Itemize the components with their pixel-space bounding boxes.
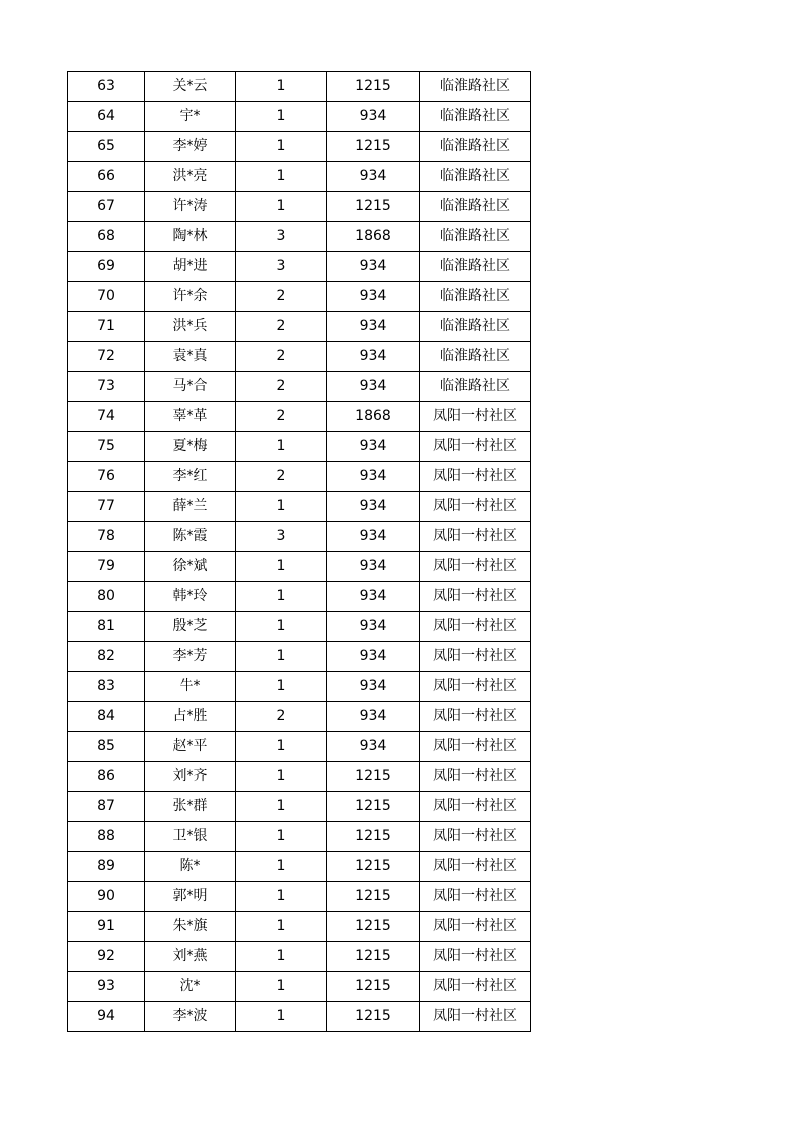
amount-cell: 1215 [327,192,420,222]
community-cell: 临淮路社区 [420,342,531,372]
table-row [68,552,531,582]
name-cell: 许*余 [145,282,236,312]
name-cell: 韩*玲 [145,582,236,612]
row-number-cell: 71 [68,312,145,342]
household-count-cell: 1 [236,432,327,462]
household-count-cell: 1 [236,642,327,672]
household-count-cell: 3 [236,252,327,282]
household-count-cell: 1 [236,882,327,912]
community-cell: 凤阳一村社区 [420,612,531,642]
table-row [68,942,531,972]
row-number-cell: 72 [68,342,145,372]
community-cell: 凤阳一村社区 [420,942,531,972]
amount-cell: 934 [327,702,420,732]
household-count-cell: 1 [236,942,327,972]
household-count-cell: 1 [236,582,327,612]
row-number-cell: 66 [68,162,145,192]
household-count-cell: 1 [236,1002,327,1032]
name-cell: 夏*梅 [145,432,236,462]
name-cell: 郭*明 [145,882,236,912]
name-cell: 陶*林 [145,222,236,252]
community-cell: 临淮路社区 [420,162,531,192]
household-count-cell: 1 [236,972,327,1002]
table-row [68,792,531,822]
table-row [68,102,531,132]
household-count-cell: 1 [236,732,327,762]
household-count-cell: 1 [236,192,327,222]
community-cell: 临淮路社区 [420,72,531,102]
household-count-cell: 1 [236,822,327,852]
name-cell: 张*群 [145,792,236,822]
household-count-cell: 1 [236,912,327,942]
name-cell: 宇* [145,102,236,132]
community-cell: 凤阳一村社区 [420,462,531,492]
household-count-cell: 1 [236,552,327,582]
amount-cell: 934 [327,372,420,402]
table-row [68,252,531,282]
community-cell: 凤阳一村社区 [420,792,531,822]
table-row [68,492,531,522]
amount-cell: 1215 [327,882,420,912]
community-cell: 临淮路社区 [420,222,531,252]
table-row [68,462,531,492]
table-row [68,522,531,552]
amount-cell: 1215 [327,942,420,972]
name-cell: 陈* [145,852,236,882]
row-number-cell: 90 [68,882,145,912]
community-cell: 凤阳一村社区 [420,822,531,852]
name-cell: 洪*亮 [145,162,236,192]
row-number-cell: 85 [68,732,145,762]
row-number-cell: 82 [68,642,145,672]
name-cell: 胡*进 [145,252,236,282]
name-cell: 徐*斌 [145,552,236,582]
amount-cell: 1868 [327,402,420,432]
household-count-cell: 1 [236,792,327,822]
community-cell: 凤阳一村社区 [420,552,531,582]
amount-cell: 934 [327,432,420,462]
name-cell: 占*胜 [145,702,236,732]
name-cell: 薛*兰 [145,492,236,522]
row-number-cell: 89 [68,852,145,882]
row-number-cell: 79 [68,552,145,582]
community-cell: 临淮路社区 [420,192,531,222]
community-cell: 凤阳一村社区 [420,582,531,612]
table-row [68,852,531,882]
row-number-cell: 65 [68,132,145,162]
row-number-cell: 88 [68,822,145,852]
household-count-cell: 1 [236,102,327,132]
household-count-cell: 2 [236,372,327,402]
household-count-cell: 3 [236,222,327,252]
row-number-cell: 74 [68,402,145,432]
amount-cell: 934 [327,522,420,552]
name-cell: 李*红 [145,462,236,492]
table-row [68,912,531,942]
table-row [68,582,531,612]
household-count-cell: 1 [236,612,327,642]
name-cell: 关*云 [145,72,236,102]
amount-cell: 934 [327,612,420,642]
row-number-cell: 94 [68,1002,145,1032]
amount-cell: 1215 [327,132,420,162]
household-count-cell: 1 [236,72,327,102]
name-cell: 殷*芝 [145,612,236,642]
row-number-cell: 83 [68,672,145,702]
community-cell: 凤阳一村社区 [420,912,531,942]
household-count-cell: 2 [236,342,327,372]
table-row [68,702,531,732]
amount-cell: 934 [327,312,420,342]
community-cell: 临淮路社区 [420,102,531,132]
row-number-cell: 77 [68,492,145,522]
household-count-cell: 2 [236,312,327,342]
table-row [68,1002,531,1032]
community-cell: 临淮路社区 [420,252,531,282]
row-number-cell: 78 [68,522,145,552]
name-cell: 陈*霞 [145,522,236,552]
table-row [68,732,531,762]
community-cell: 临淮路社区 [420,132,531,162]
name-cell: 辜*革 [145,402,236,432]
table-row [68,882,531,912]
table-row [68,192,531,222]
amount-cell: 1215 [327,912,420,942]
row-number-cell: 75 [68,432,145,462]
amount-cell: 934 [327,102,420,132]
household-count-cell: 1 [236,852,327,882]
row-number-cell: 87 [68,792,145,822]
row-number-cell: 68 [68,222,145,252]
community-cell: 凤阳一村社区 [420,732,531,762]
name-cell: 赵*平 [145,732,236,762]
name-cell: 洪*兵 [145,312,236,342]
community-cell: 凤阳一村社区 [420,492,531,522]
community-cell: 临淮路社区 [420,312,531,342]
name-cell: 马*合 [145,372,236,402]
amount-cell: 934 [327,642,420,672]
table-row [68,312,531,342]
household-count-cell: 1 [236,162,327,192]
community-cell: 凤阳一村社区 [420,672,531,702]
row-number-cell: 92 [68,942,145,972]
amount-cell: 934 [327,732,420,762]
row-number-cell: 76 [68,462,145,492]
amount-cell: 934 [327,342,420,372]
name-cell: 李*芳 [145,642,236,672]
community-cell: 凤阳一村社区 [420,642,531,672]
household-count-cell: 2 [236,462,327,492]
table-row [68,342,531,372]
household-count-cell: 1 [236,132,327,162]
community-cell: 凤阳一村社区 [420,432,531,462]
row-number-cell: 80 [68,582,145,612]
table-row [68,762,531,792]
name-cell: 沈* [145,972,236,1002]
amount-cell: 934 [327,162,420,192]
roster-table [67,71,531,1032]
table-row [68,402,531,432]
table-row [68,282,531,312]
row-number-cell: 69 [68,252,145,282]
amount-cell: 1868 [327,222,420,252]
amount-cell: 1215 [327,852,420,882]
community-cell: 凤阳一村社区 [420,402,531,432]
row-number-cell: 81 [68,612,145,642]
community-cell: 凤阳一村社区 [420,522,531,552]
name-cell: 李*波 [145,1002,236,1032]
amount-cell: 934 [327,492,420,522]
community-cell: 临淮路社区 [420,282,531,312]
name-cell: 刘*燕 [145,942,236,972]
table-row [68,72,531,102]
table-row [68,162,531,192]
amount-cell: 934 [327,552,420,582]
amount-cell: 1215 [327,762,420,792]
table-row [68,972,531,1002]
amount-cell: 934 [327,582,420,612]
table-row [68,822,531,852]
row-number-cell: 63 [68,72,145,102]
community-cell: 凤阳一村社区 [420,882,531,912]
row-number-cell: 73 [68,372,145,402]
household-count-cell: 2 [236,702,327,732]
row-number-cell: 91 [68,912,145,942]
row-number-cell: 86 [68,762,145,792]
community-cell: 凤阳一村社区 [420,852,531,882]
row-number-cell: 67 [68,192,145,222]
household-count-cell: 2 [236,282,327,312]
table-row [68,642,531,672]
community-cell: 凤阳一村社区 [420,1002,531,1032]
household-count-cell: 3 [236,522,327,552]
amount-cell: 1215 [327,792,420,822]
amount-cell: 1215 [327,1002,420,1032]
row-number-cell: 70 [68,282,145,312]
name-cell: 卫*银 [145,822,236,852]
table-row [68,222,531,252]
household-count-cell: 1 [236,762,327,792]
amount-cell: 934 [327,672,420,702]
household-count-cell: 2 [236,402,327,432]
table-row [68,612,531,642]
row-number-cell: 84 [68,702,145,732]
row-number-cell: 93 [68,972,145,1002]
household-count-cell: 1 [236,492,327,522]
name-cell: 刘*齐 [145,762,236,792]
household-count-cell: 1 [236,672,327,702]
name-cell: 许*涛 [145,192,236,222]
community-cell: 凤阳一村社区 [420,972,531,1002]
roster-table-body [68,72,531,1032]
amount-cell: 1215 [327,822,420,852]
table-row [68,432,531,462]
table-row [68,132,531,162]
amount-cell: 1215 [327,972,420,1002]
table-row [68,672,531,702]
row-number-cell: 64 [68,102,145,132]
table-row [68,372,531,402]
name-cell: 牛* [145,672,236,702]
name-cell: 朱*旗 [145,912,236,942]
name-cell: 袁*真 [145,342,236,372]
community-cell: 凤阳一村社区 [420,762,531,792]
amount-cell: 934 [327,252,420,282]
amount-cell: 934 [327,462,420,492]
community-cell: 凤阳一村社区 [420,702,531,732]
community-cell: 临淮路社区 [420,372,531,402]
amount-cell: 934 [327,282,420,312]
amount-cell: 1215 [327,72,420,102]
name-cell: 李*婷 [145,132,236,162]
